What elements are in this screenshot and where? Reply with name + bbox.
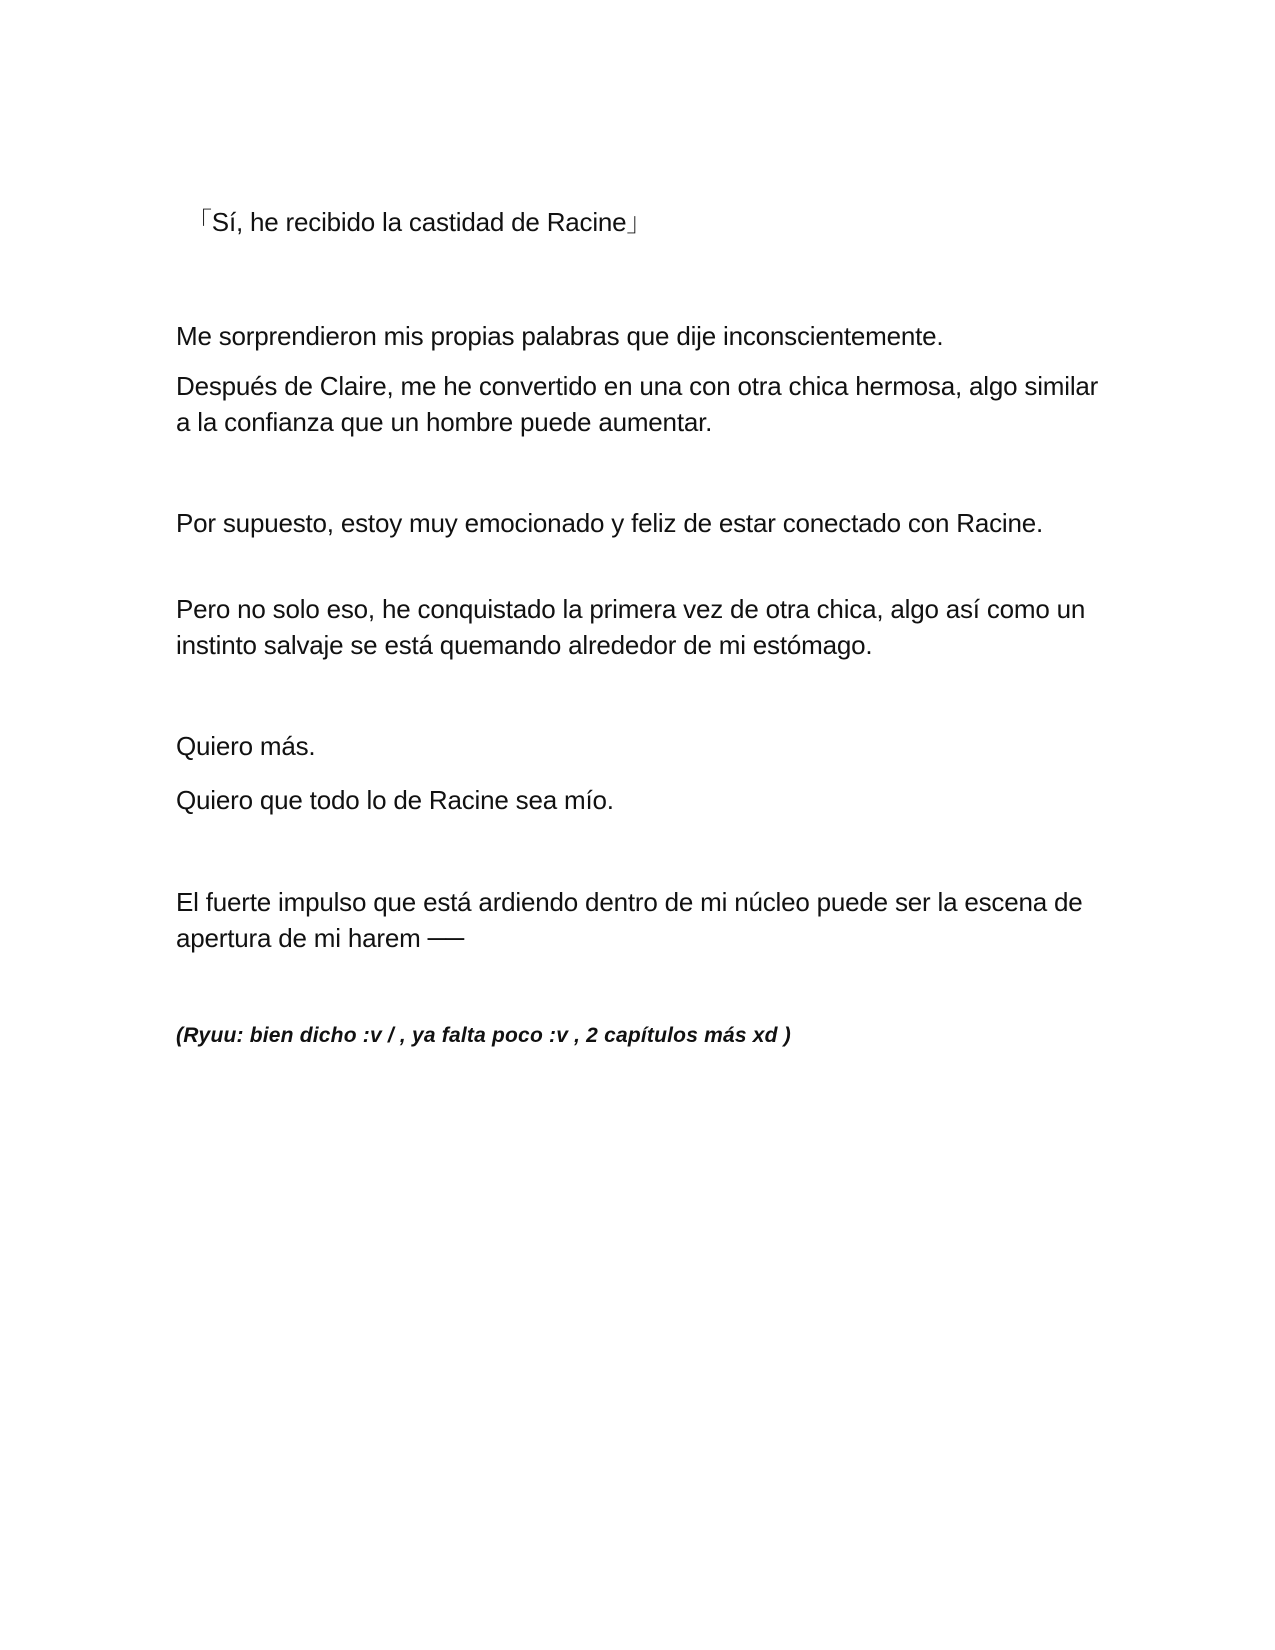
translator-note: (Ryuu: bien dicho :v / , ya falta poco :v , 2 capítulos más xd ) [176,1024,791,1047]
paragraph: Quiero que todo lo de Racine sea mío. [176,785,614,815]
paragraph: El fuerte impulso que está ardiendo dentro de mi núcleo puede ser la escena de apertura de mi harem ── [176,887,1083,953]
dialogue-line: 「Sí, he recibido la castidad de Racine」 [186,207,653,237]
paragraph: Después de Claire, me he convertido en una con otra chica hermosa, algo similar a la confianza que un hombre puede aumentar. [176,371,1099,437]
paragraph: Por supuesto, estoy muy emocionado y feliz de estar conectado con Racine. [176,508,1044,538]
paragraph: Quiero más. [176,731,316,761]
paragraph: Pero no solo eso, he conquistado la primera vez de otra chica, algo así como un instinto salvaje se está quemando alrededor de mi estómago. [176,594,1086,660]
paragraph: Me sorprendieron mis propias palabras que dije inconscientemente. [176,321,944,351]
